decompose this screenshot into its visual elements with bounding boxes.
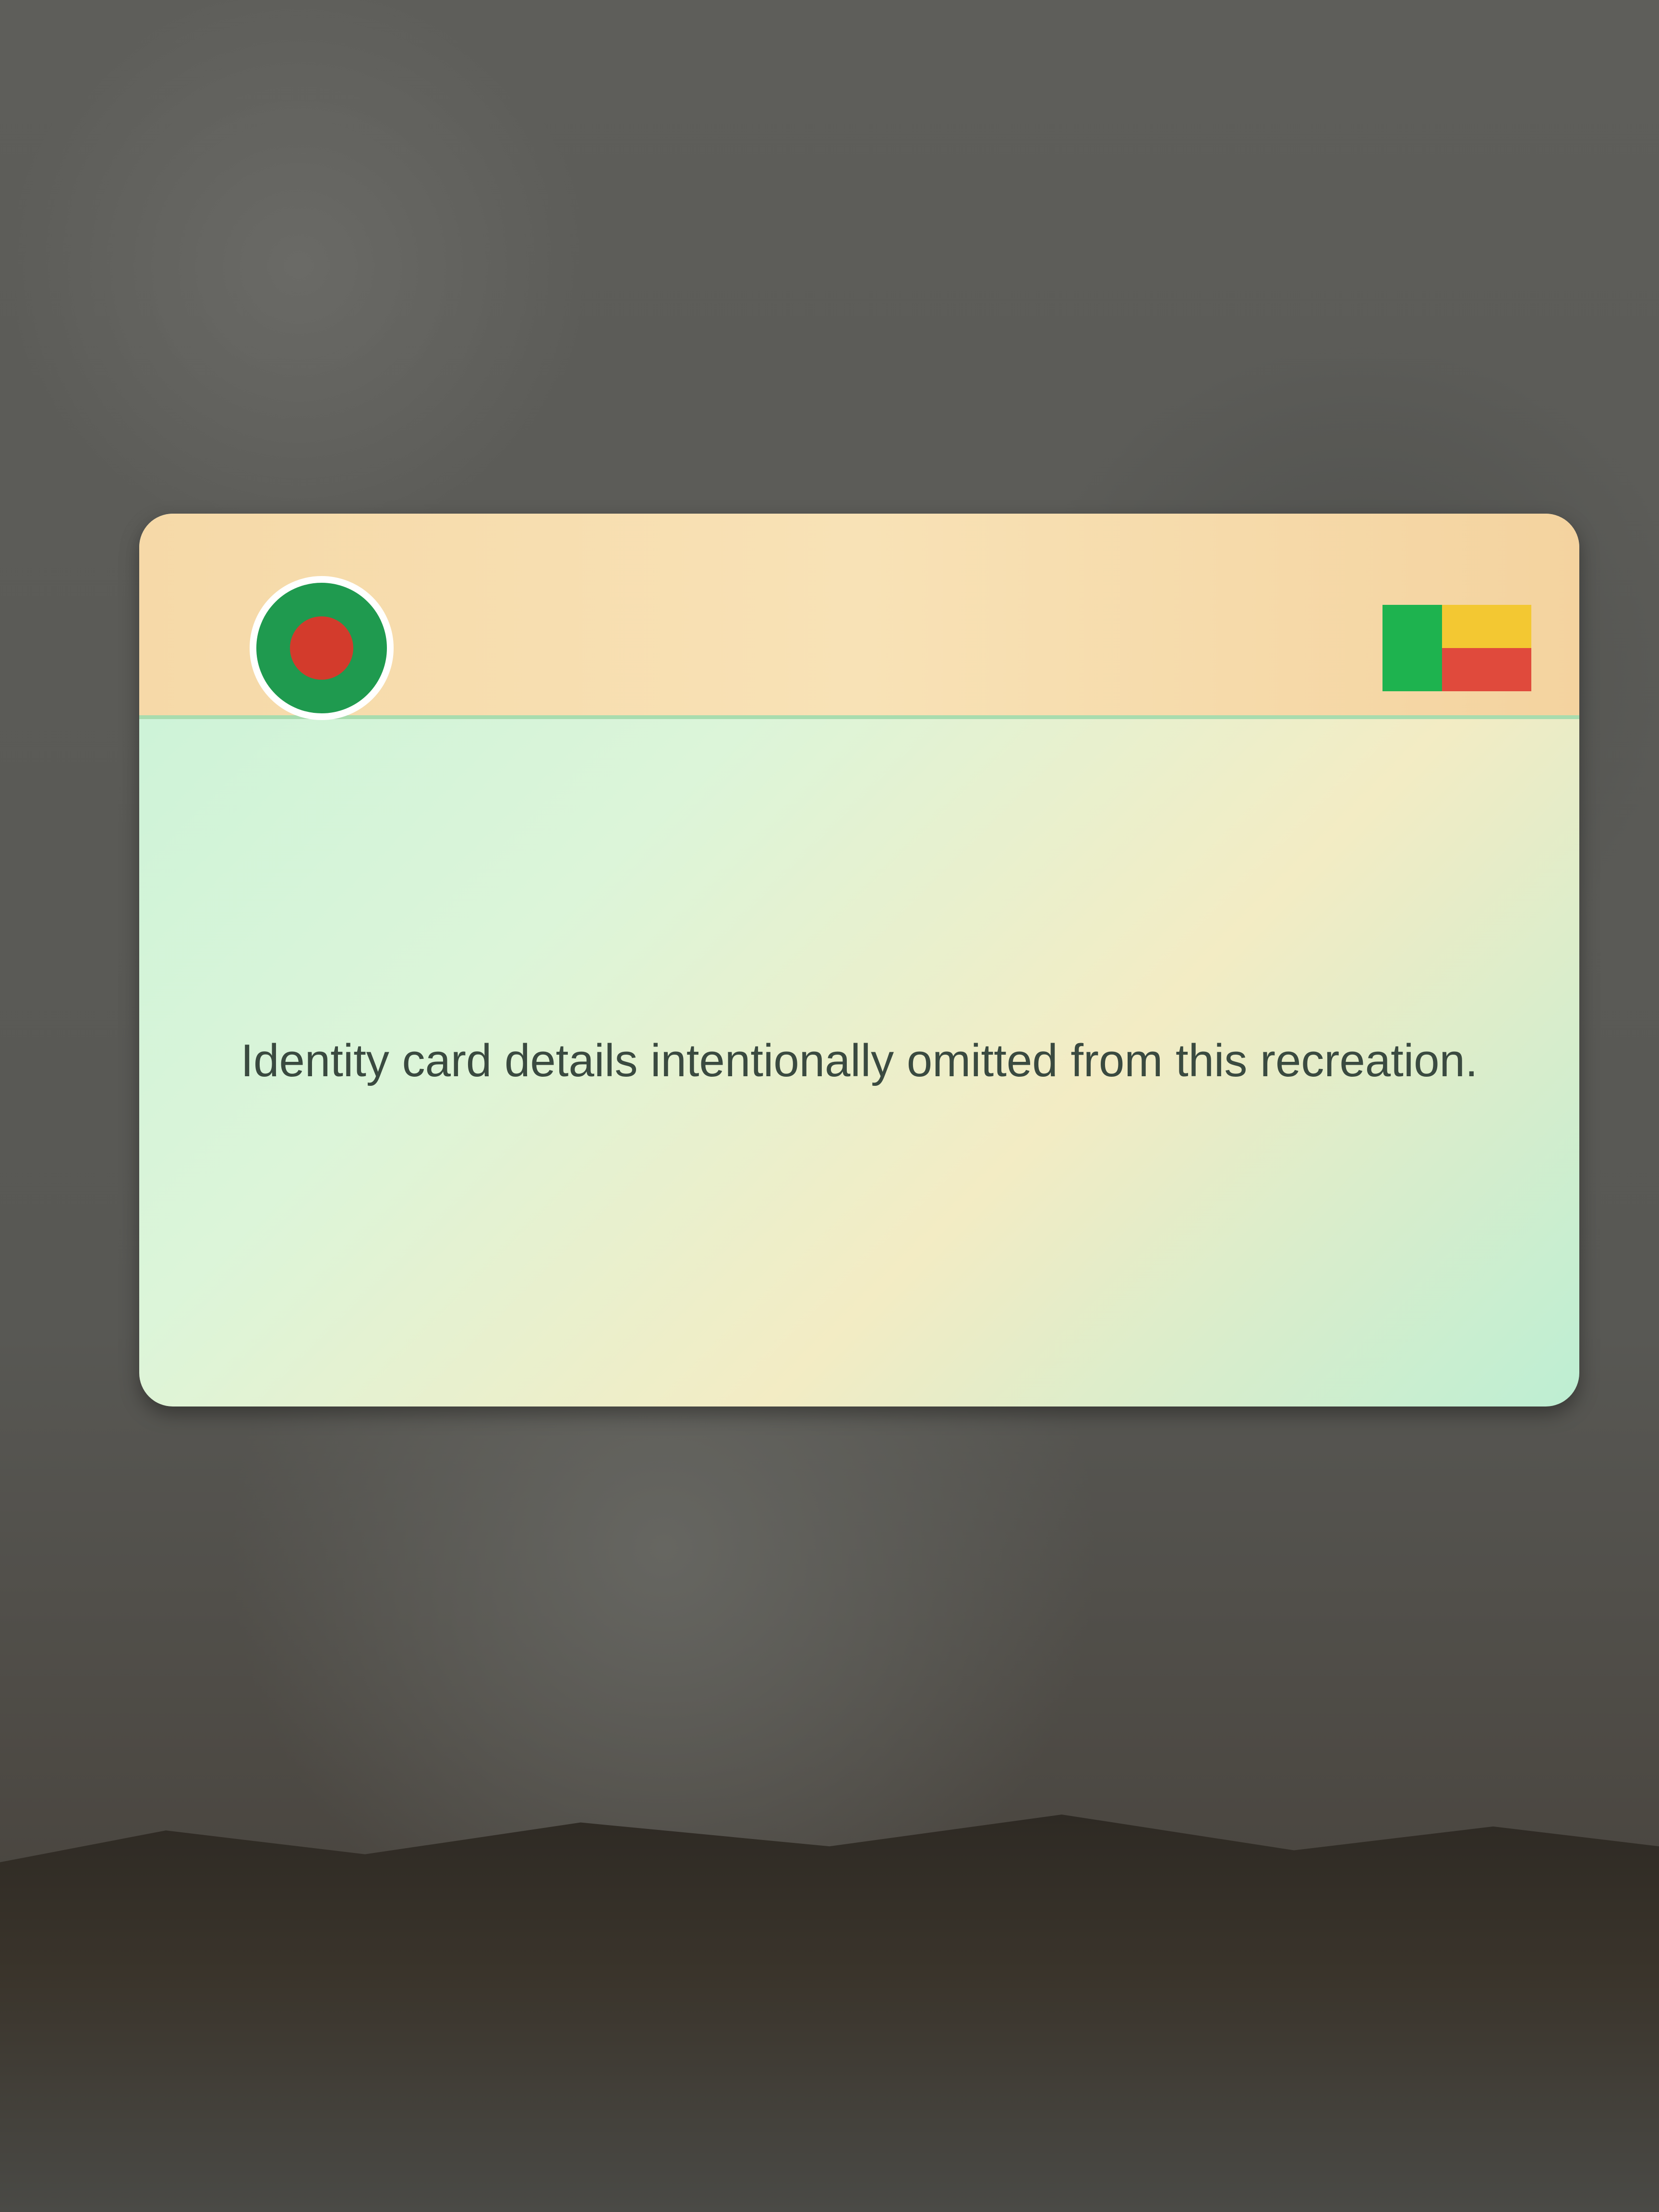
card-header-band (139, 514, 1579, 719)
emblem-icon (250, 576, 394, 720)
omitted-content-notice: Identity card details intentionally omitted from this recreation. (240, 1035, 1478, 1087)
ground-crack (0, 1815, 1659, 2212)
flag-icon (1382, 605, 1531, 691)
id-card-placeholder (139, 514, 1579, 1407)
